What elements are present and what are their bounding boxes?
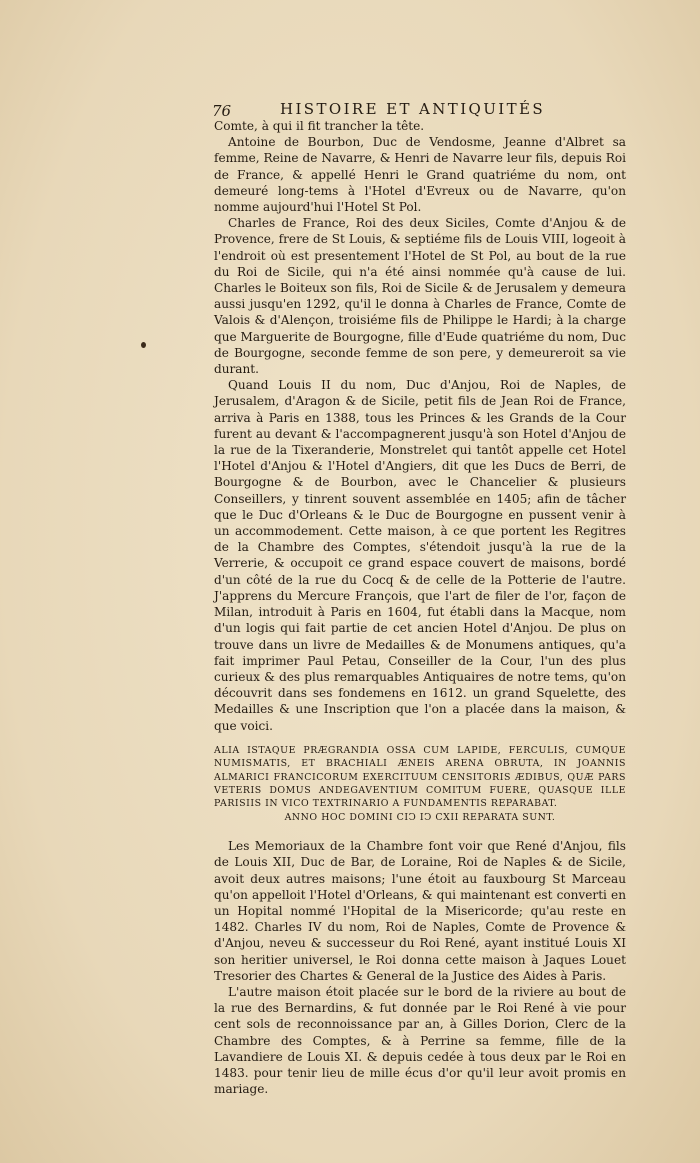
paragraph: Quand Louis II du nom, Duc d'Anjou, Roi de Naples, de Jerusalem, d'Aragon & de Sicile, petit fils de Jean Roi de France, arriva à Paris en 1388, tous les Princes & les Grands de la Cour furent au devant & l'accompagnerent jusqu'à son Hotel d'Anjou de la rue de la Tixeranderie, Monstrelet qui tantôt appelle cet Hotel l'Hotel d'Anjou & l'Hotel d'Angiers, dit que les Ducs de Berri, de Bourgogne & de Bourbon, avec le Chancelier & plusieurs Conseillers, y tinrent souvent assemblée en 1405; afin de tâcher que le Duc d'Orleans & le Duc de Bourgogne en pussent venir à un accommodement. Cette maison, à ce que portent les Regitres de la Chambre des Comptes, s'étendoit jusqu'à la rue de la Verrerie, & occupoit ce grand espace couvert de maisons, bordé d'un côté de la rue du Cocq & de celle de la Potterie de l'autre. J'apprens du Mercure François, que l'art de filer de l'or, façon de Milan, introduit à Paris en 1604, fut établi dans la Macque, nom d'un logis qui fait partie de cet ancien Hotel d'Anjou. De plus on trouve dans un livre de Medailles & de Monumens antiques, qu'a fait imprimer Paul Petau, Conseiller de la Cour, l'un des plus curieux & des plus remarquables Antiquaires de notre tems, qu'on découvrit dans ses fondemens en 1612. un grand Squelette, des Medailles & une Inscription que l'on a placée dans la maison, & que voici. [214, 378, 626, 733]
running-title: HISTOIRE ET ANTIQUITÉS [280, 100, 546, 118]
paragraph: Antoine de Bourbon, Duc de Vendosme, Jeanne d'Albret sa femme, Reine de Navarre, & Henri de Navarre leur fils, depuis Roi de France, & appellé Henri le Grand quatriéme du nom, ont demeuré long-tems à l'Hotel d'Evreux ou de Navarre, qu'on nomme aujourd'hui l'Hotel St Pol. [214, 135, 626, 215]
page-number: 76 [212, 102, 232, 120]
paragraph: L'autre maison étoit placée sur le bord de la riviere au bout de la rue des Bernardins, & fut donnée par le Roi René à vie pour cent sols de reconnoissance par an, à Gilles Dorion, Clerc de la Chambre des Comptes, & à Perrine sa femme, fille de la Lavandiere de Louis XI. & depuis cedée à tous deux par le Roi en 1483. pour tenir lieu de mille écus d'or qu'il leur avoit promis en mariage. [214, 984, 626, 1097]
paragraph: Les Memoriaux de la Chambre font voir que René d'Anjou, fils de Louis XII, Duc de Bar, de Loraine, Roi de Naples & de Sicile, avoit deux autres maisons; l'une étoit au fauxbourg St Marceau qu'on appelloit l'Hotel d'Orleans, & qui maintenant est converti en un Hopital nommé l'Hopital de la Misericorde; qu'au reste en 1482. Charles IV du nom, Roi de Naples, Comte de Provence & d'Anjou, neveu & successeur du Roi René, ayant institué Louis XI son heritier universel, le Roi donna cette maison à Jaques Louet Tresorier des Chartes & General de la Justice des Aides à Paris. [214, 839, 626, 983]
latin-inscription [214, 744, 626, 824]
paragraph: Charles de France, Roi des deux Siciles, Comte d'Anjou & de Provence, frere de St Louis, & septiéme fils de Louis VIII, logeoit à l'endroit où est presentement l'Hotel de St Pol, au bout de la rue du Roi de Sicile, qui n'a été ainsi nommée qu'à cause de lui. Charles le Boiteux son fils, Roi de Sicile & de Jerusalem y demeura aussi jusqu'en 1292, qu'il le donna à Charles de France, Comte de Valois & d'Alençon, troisiéme fils de Philippe le Hardi; à la charge que Marguerite de Bourgogne, fille d'Eude quatriéme du nom, Duc de Bourgogne, seconde femme de son pere, y demeureroit sa vie durant. [214, 216, 626, 377]
paragraph: Comte, à qui il fit trancher la tête. [214, 119, 425, 133]
inscription-text: ALIA ISTAQUE PRÆGRANDIA OSSA CUM LAPIDE, FERCULIS, CUMQUE NUMISMATIS, ET BRACHIALI ÆNEIS ARENA OBRUTA, IN JOANNIS ALMARICI FRANCICORUM EXERCITUUM CENSITORIS ÆDIBUS, QUÆ PARS VETERIS DOMUS ANDEGAVENTIUM COMITUM FUERE, QUASQUE ILLE PARISIIS IN VICO TEXTRINARIO A FUNDAMENTIS REPARABAT. [214, 744, 626, 810]
ink-mark [141, 342, 146, 348]
text-body [214, 118, 626, 1097]
inscription-date: ANNO HOC DOMINI CIↃ IↃ CXII REPARATA SUNT. [284, 811, 556, 823]
